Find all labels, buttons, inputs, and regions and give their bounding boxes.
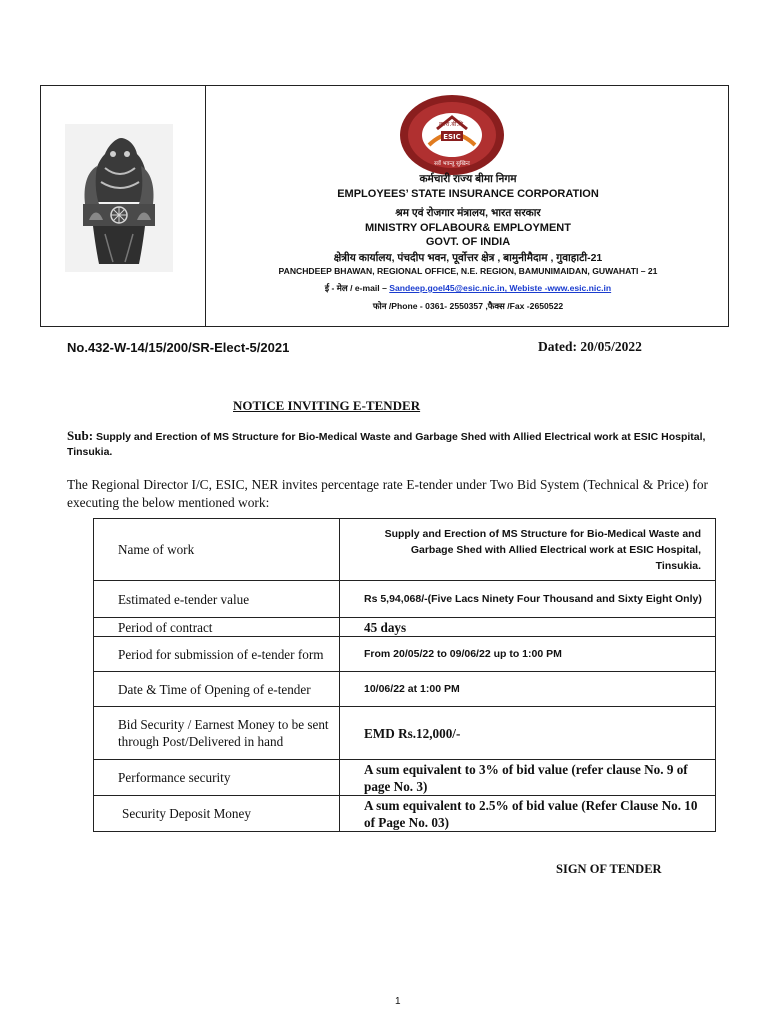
row-label: Estimated e-tender value [94, 581, 340, 618]
national-emblem-icon [65, 124, 173, 272]
row-value: EMD Rs.12,000/- [340, 707, 716, 760]
row-value: A sum equivalent to 2.5% of bid value (Refer Clause No. 10 of Page No. 03) [340, 796, 716, 832]
tender-details-table [93, 518, 716, 832]
ministry-english: MINISTRY OFLABOUR& EMPLOYMENT [365, 222, 571, 234]
row-label: Performance security [94, 760, 340, 796]
logo-text-esic: ESIC [443, 133, 461, 141]
org-name-english: EMPLOYEES’ STATE INSURANCE CORPORATION [337, 188, 599, 200]
govt-of-india: GOVT. OF INDIA [425, 236, 511, 248]
sign-of-tender: SIGN OF TENDER [556, 862, 662, 876]
intro-paragraph: The Regional Director I/C, ESIC, NER invites percentage rate E-tender under Two Bid System (Technical & Price) for executing the below mentioned work: [67, 477, 708, 510]
date-line: Dated: 20/05/2022 [538, 339, 642, 354]
row-value: From 20/05/22 to 09/06/22 up to 1:00 PM [340, 637, 716, 672]
table-row [94, 796, 716, 832]
office-address-hindi: क्षेत्रीय कार्यालय, पंचदीप भवन, पूर्वोत्तर क्षेत्र , बामुनीमैदाम , गुवाहाटी-21 [333, 252, 603, 264]
subject-label: Sub: [67, 428, 94, 443]
logo-ring-text: सर्वे भवन्तु सुखिनः [434, 161, 470, 167]
table-row [94, 618, 716, 637]
row-label: Period of contract [94, 618, 340, 637]
ministry-hindi: श्रम एवं रोजगार मंत्रालय, भारत सरकार [395, 207, 541, 219]
table-row [94, 672, 716, 707]
reference-number: No.432-W-14/15/200/SR-Elect-5/2021 [67, 340, 290, 355]
page-number: 1 [395, 996, 401, 1007]
subject-text: Supply and Erection of MS Structure for Bio-Medical Waste and Garbage Shed with Allied Electrical work at ESIC Hospital, Tinsukia. [67, 431, 706, 458]
row-label: Date & Time of Opening of e-tender [94, 672, 340, 707]
subject-line [67, 428, 717, 460]
letterhead-box [40, 85, 729, 327]
notice-title: NOTICE INVITING E-TENDER [233, 398, 421, 413]
row-value: 10/06/22 at 1:00 PM [340, 672, 716, 707]
logo-text-hindi: क.रा.बी.नि. [438, 121, 466, 128]
row-label: Security Deposit Money [94, 796, 340, 832]
row-label: Bid Security / Earnest Money to be sent through Post/Delivered in hand [94, 707, 340, 760]
table-row [94, 637, 716, 672]
esic-logo-icon [397, 93, 507, 178]
office-address-english: PANCHDEEP BHAWAN, REGIONAL OFFICE, N.E. REGION, BAMUNIMAIDAN, GUWAHATI – 21 [278, 266, 658, 276]
email-link[interactable]: Sandeep.goel45@esic.nic.in [389, 283, 505, 293]
row-value: Supply and Erection of MS Structure for Bio-Medical Waste and Garbage Shed with Allied Electrical work at ESIC Hospital, Tinsukia. [340, 519, 716, 581]
table-row [94, 519, 716, 581]
table-row [94, 581, 716, 618]
org-name-hindi: कर्मचारी राज्य बीमा निगम [419, 173, 517, 185]
table-row [94, 760, 716, 796]
row-value: A sum equivalent to 3% of bid value (refer clause No. 9 of page No. 3) [340, 760, 716, 796]
contact-email-line [206, 282, 730, 294]
table-row [94, 707, 716, 760]
row-label: Period for submission of e-tender form [94, 637, 340, 672]
website-text[interactable]: , Webiste -www.esic.nic.in [504, 283, 612, 293]
email-prefix: ई - मेल / e-mail – [324, 283, 387, 293]
row-value: Rs 5,94,068/-(Five Lacs Ninety Four Thousand and Sixty Eight Only) [340, 581, 716, 618]
phone-fax-line: फोन /Phone - 0361- 2550357 ,फैक्स /Fax -2650522 [372, 301, 564, 311]
row-value: 45 days [340, 618, 716, 637]
row-label: Name of work [94, 519, 340, 581]
